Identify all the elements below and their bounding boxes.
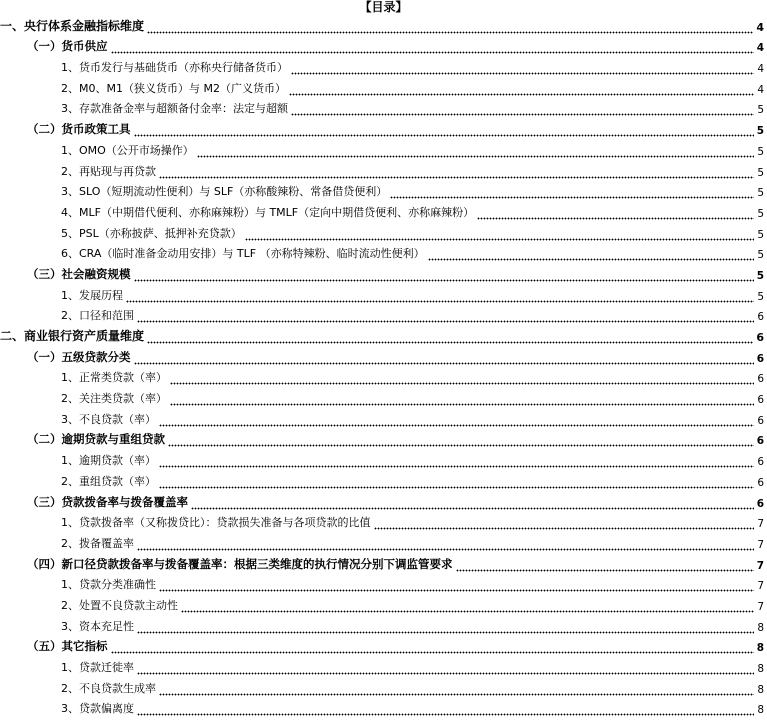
dot-leader — [291, 71, 754, 75]
toc-entry-level-3[interactable] — [0, 677, 767, 698]
dot-leader — [159, 464, 754, 468]
toc-entry-label: 3、资本充足性 — [61, 619, 134, 633]
dot-leader — [126, 299, 754, 303]
toc-entry-level-3[interactable] — [0, 367, 767, 388]
toc-entry-page-number: 6 — [756, 352, 764, 365]
toc-entry-level-3[interactable] — [0, 594, 767, 615]
dot-leader — [428, 257, 755, 261]
toc-entry-page-number: 6 — [756, 435, 764, 448]
toc-entry-page-number: 7 — [757, 538, 764, 551]
toc-entry-page-number: 5 — [756, 125, 764, 138]
toc-entry-level-2[interactable] — [0, 346, 767, 367]
toc-entry-level-3[interactable] — [0, 139, 767, 160]
toc-entry-label: 3、贷款偏离度 — [61, 702, 134, 716]
toc-entry-label: （三）贷款拨备率与拨备覆盖率 — [27, 494, 188, 509]
dot-leader — [137, 630, 754, 634]
toc-entry-label: 2、不良贷款生成率 — [61, 681, 156, 695]
dot-leader — [456, 568, 754, 572]
toc-entry-level-3[interactable] — [0, 387, 767, 408]
toc-entry-label: 2、关注类贷款（率） — [61, 392, 167, 406]
toc-entry-label: （三）社会融资规模 — [27, 266, 131, 281]
toc-entry-level-3[interactable] — [0, 574, 767, 595]
toc-entry-page-number: 5 — [757, 228, 764, 241]
toc-entry-label: （二）逾期贷款与重组贷款 — [27, 432, 165, 447]
toc-entry-label: （四）新口径贷款拨备率与拨备覆盖率：根据三类维度的执行情况分别下调监管要求 — [27, 556, 453, 571]
toc-entry-label: （一）五级贷款分类 — [27, 349, 131, 364]
dot-leader — [390, 195, 754, 199]
dot-leader — [181, 609, 754, 613]
toc-entry-page-number: 6 — [757, 311, 764, 324]
toc-entry-label: 1、贷款分类准确性 — [61, 578, 156, 592]
toc-entry-level-2[interactable] — [0, 429, 767, 450]
toc-entry-label: 4、MLF（中期借代便利、亦称麻辣粉）与 TMLF（定向中期借贷便利、亦称麻辣粉） — [61, 205, 475, 219]
toc-entry-level-2[interactable] — [0, 553, 767, 574]
toc-entry-level-3[interactable] — [0, 305, 767, 326]
dot-leader — [159, 692, 754, 696]
toc-entry-level-1[interactable] — [0, 15, 767, 36]
toc-entry-level-3[interactable] — [0, 698, 767, 719]
dot-leader — [477, 216, 754, 220]
dot-leader — [289, 92, 754, 96]
dot-leader — [170, 381, 754, 385]
toc-entry-page-number: 8 — [757, 621, 764, 634]
toc-entry-label: 1、贷款迁徙率 — [61, 661, 134, 674]
toc-entry-label: 2、处置不良贷款主动性 — [61, 598, 178, 612]
toc-entry-page-number: 4 — [756, 42, 764, 55]
dot-leader — [137, 547, 754, 551]
toc-entry-level-2[interactable] — [0, 118, 767, 139]
toc-entry-label: 2、重组贷款（率） — [61, 474, 156, 488]
toc-entry-label: 3、不良贷款（率） — [61, 412, 156, 426]
toc-entry-level-3[interactable] — [0, 615, 767, 636]
toc-entry-level-3[interactable] — [0, 284, 767, 305]
toc-entry-label: 二、商业银行资产质量维度 — [0, 329, 145, 343]
toc-entry-page-number: 7 — [757, 600, 764, 613]
toc-entry-page-number: 5 — [757, 145, 764, 158]
dot-leader — [170, 402, 754, 406]
toc-entry-level-3[interactable] — [0, 243, 767, 264]
toc-entry-page-number: 5 — [757, 187, 764, 200]
dot-leader — [159, 175, 754, 179]
dot-leader — [191, 506, 754, 510]
toc-entry-page-number: 5 — [757, 104, 764, 117]
toc-entry-label: 2、M0、M1（狭义货币）与 M2（广义货币） — [61, 81, 286, 95]
dot-leader — [291, 112, 754, 116]
dot-leader — [137, 319, 754, 323]
dot-leader — [134, 133, 754, 137]
toc-entry-page-number: 5 — [757, 166, 764, 179]
toc-entry-level-3[interactable] — [0, 408, 767, 429]
toc-entry-label: 6、CRA（临时准备金动用安排）与 TLF （亦称特辣粉、临时流动性便利） — [61, 247, 425, 261]
toc-entry-label: 1、逾期贷款（率） — [61, 454, 156, 468]
toc-entry-page-number: 8 — [756, 642, 764, 655]
toc-entry-level-3[interactable] — [0, 512, 767, 533]
toc-entry-page-number: 6 — [756, 331, 764, 344]
toc-title: 【目录】 — [359, 0, 408, 14]
dot-leader — [245, 237, 755, 241]
dot-leader — [159, 485, 754, 489]
dot-leader — [168, 443, 754, 447]
toc-entry-page-number: 4 — [757, 63, 764, 76]
toc-entry-page-number: 5 — [757, 249, 764, 262]
dot-leader — [137, 712, 754, 716]
toc-entry-label: 3、SLO（短期流动性便利）与 SLF（亦称酸辣粉、常备借贷便利） — [61, 185, 388, 199]
dot-leader — [134, 278, 754, 282]
toc-entry-page-number: 6 — [757, 456, 764, 469]
toc-entry-page-number: 7 — [757, 518, 764, 531]
toc-entry-label: 1、货币发行与基础货币（亦称央行储备货币） — [61, 61, 288, 75]
toc-entry-label: 5、PSL（亦称披萨、抵押补充贷款） — [61, 226, 242, 240]
toc-entry-page-number: 6 — [757, 476, 764, 489]
toc-entry-level-1[interactable] — [0, 325, 767, 346]
toc-entry-page-number: 7 — [756, 559, 764, 572]
toc-entry-level-3[interactable] — [0, 449, 767, 470]
dot-leader — [134, 361, 754, 365]
toc-entry-page-number: 5 — [757, 207, 764, 220]
toc-entry-level-3[interactable] — [0, 160, 767, 181]
toc-entry-level-3[interactable] — [0, 656, 767, 677]
toc-entry-page-number: 6 — [757, 394, 764, 407]
toc-entry-label: 3、存款准备金率与超额备付金率：法定与超额 — [61, 102, 288, 116]
toc-entry-level-2[interactable] — [0, 263, 767, 284]
toc-entry-level-3[interactable] — [0, 470, 767, 491]
toc-entry-label: 1、发展历程 — [61, 288, 123, 302]
toc-entry-level-3[interactable] — [0, 181, 767, 202]
toc-entry-page-number: 6 — [756, 497, 764, 510]
toc-entry-label: 1、OMO（公开市场操作） — [61, 143, 194, 157]
toc-entry-level-3[interactable] — [0, 201, 767, 222]
toc-entry-page-number: 4 — [756, 20, 764, 34]
dot-leader — [111, 50, 754, 54]
toc-entry-level-2[interactable] — [0, 636, 767, 657]
toc-entry-page-number: 6 — [757, 414, 764, 427]
toc-entry-page-number: 8 — [757, 704, 764, 717]
dot-leader — [159, 423, 754, 427]
dot-leader — [147, 340, 753, 344]
toc-entry-page-number: 5 — [756, 269, 764, 282]
toc-entry-page-number: 5 — [757, 290, 764, 303]
toc-entry-label: 1、正常类贷款（率） — [61, 371, 167, 385]
toc-list — [0, 15, 767, 718]
toc-entry-level-3[interactable] — [0, 77, 767, 98]
toc-entry-level-3[interactable] — [0, 56, 767, 77]
toc-entry-label: （一）货币供应 — [27, 39, 108, 54]
toc-entry-label: 一、央行体系金融指标维度 — [0, 18, 145, 33]
toc-entry-page-number: 8 — [757, 663, 764, 675]
dot-leader — [147, 30, 753, 34]
toc-entry-level-2[interactable] — [0, 36, 767, 57]
toc-entry-page-number: 4 — [757, 83, 764, 96]
toc-entry-label: （二）货币政策工具 — [27, 122, 131, 137]
dot-leader — [159, 588, 754, 592]
toc-entry-label: 2、拨备覆盖率 — [61, 536, 134, 550]
toc-entry-page-number: 6 — [757, 373, 764, 386]
toc-entry-page-number: 8 — [757, 683, 764, 696]
dot-leader — [374, 526, 755, 530]
toc-entry-label: 2、再贴现与再贷款 — [61, 164, 156, 178]
toc-entry-level-2[interactable] — [0, 491, 767, 512]
toc-entry-label: 2、口径和范围 — [61, 309, 134, 323]
toc-entry-level-3[interactable] — [0, 98, 767, 119]
dot-leader — [137, 671, 754, 675]
toc-entry-label: （五）其它指标 — [27, 639, 108, 654]
toc-entry-label: 1、贷款拨备率（又称拨贷比）：贷款损失准备与各项贷款的比值 — [61, 516, 371, 530]
toc-entry-page-number: 7 — [757, 580, 764, 593]
dot-leader — [197, 154, 755, 158]
toc-entry-level-3[interactable] — [0, 532, 767, 553]
toc-entry-level-3[interactable] — [0, 222, 767, 243]
dot-leader — [111, 650, 754, 654]
